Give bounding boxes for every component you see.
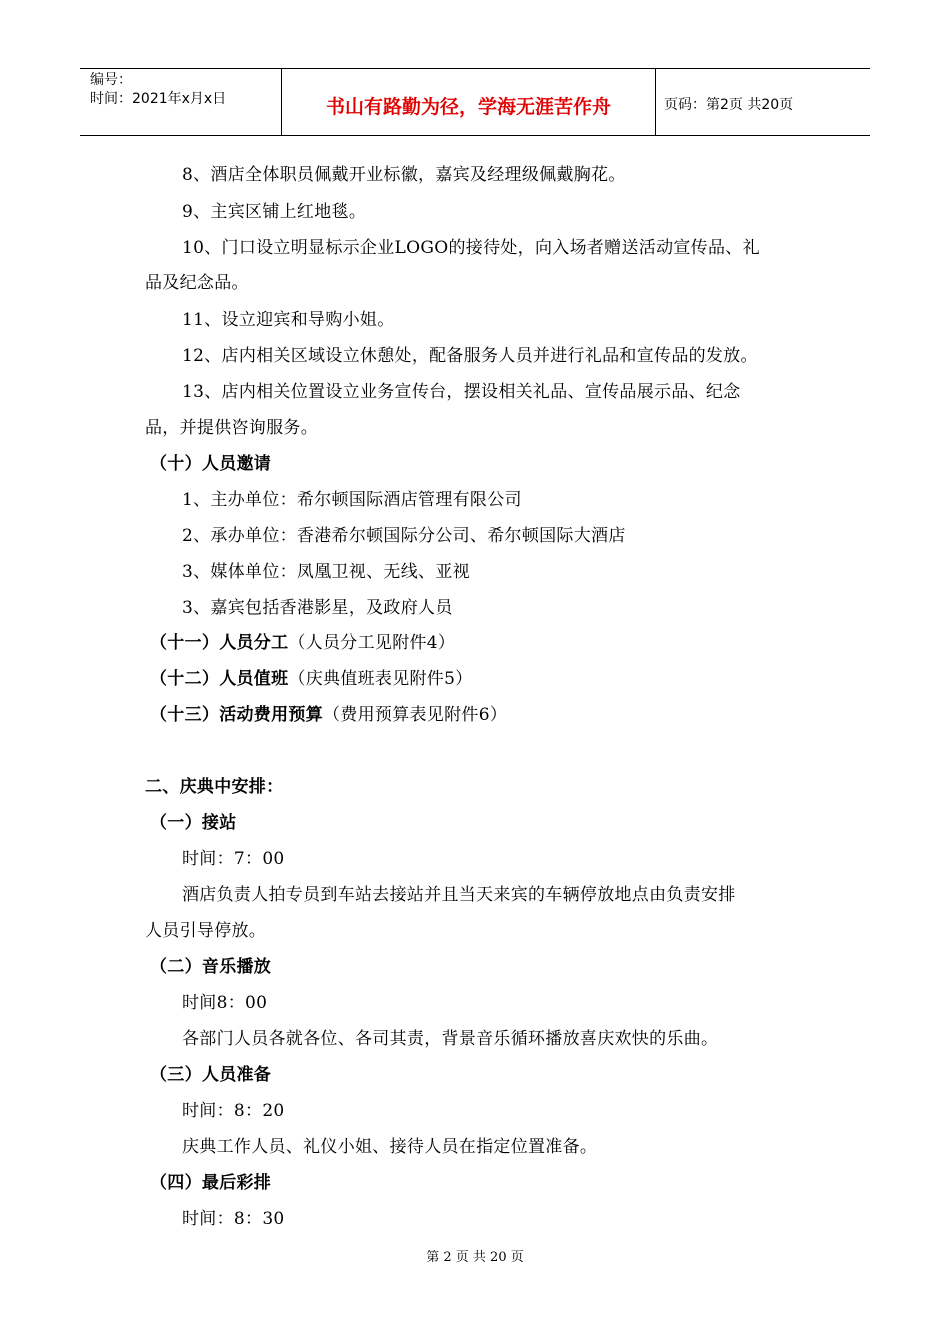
section-heading: （十）人员邀请 xyxy=(150,454,272,474)
paragraph-line: 10、门口设立明显标示企业LOGO的接待处，向入场者赠送活动宣传品、礼 xyxy=(182,238,760,258)
part-heading: 二、庆典中安排： xyxy=(145,777,284,797)
paragraph-line: 各部门人员各就各位、各司其责，背景音乐循环播放喜庆欢快的乐曲。 xyxy=(182,1029,719,1049)
section-heading-note: （人员分工见附件4） xyxy=(288,633,456,653)
section-heading: （三）人员准备 xyxy=(150,1065,272,1085)
section-heading-bold: （十一）人员分工 xyxy=(150,633,289,653)
paragraph-line: 3、媒体单位：凤凰卫视、无线、亚视 xyxy=(182,562,470,582)
header-meta xyxy=(80,69,282,135)
paragraph-line: 品及纪念品。 xyxy=(145,273,249,293)
paragraph-line: 庆典工作人员、礼仪小姐、接待人员在指定位置准备。 xyxy=(182,1137,598,1157)
section-heading: （二）音乐播放 xyxy=(150,957,272,977)
paragraph-line: 11、设立迎宾和导购小姐。 xyxy=(182,310,395,330)
paragraph-line: 品，并提供咨询服务。 xyxy=(145,418,318,438)
number-label: 编号： xyxy=(90,72,132,88)
paragraph-line: 9、主宾区铺上红地毯。 xyxy=(182,202,367,222)
document-header xyxy=(80,68,870,136)
page-footer: 第 2 页 共 20 页 xyxy=(426,1250,524,1265)
paragraph-line: 时间8：00 xyxy=(182,993,268,1013)
paragraph-line: 时间：8：30 xyxy=(182,1209,285,1229)
section-heading: （四）最后彩排 xyxy=(150,1173,272,1193)
section-heading xyxy=(150,700,507,725)
paragraph-line: 12、店内相关区域设立休憩处，配备服务人员并进行礼品和宣传品的发放。 xyxy=(182,346,758,366)
paragraph-line: 1、主办单位：希尔顿国际酒店管理有限公司 xyxy=(182,490,522,510)
paragraph-line: 2、承办单位：香港希尔顿国际分公司、希尔顿国际大酒店 xyxy=(182,526,626,546)
section-heading-bold: （十二）人员值班 xyxy=(150,669,289,689)
section-heading-bold: （十三）活动费用预算 xyxy=(150,705,323,725)
section-heading-note: （费用预算表见附件6） xyxy=(323,705,508,725)
time-label: 时间：2021年x月x日 xyxy=(90,91,227,107)
paragraph-line: 酒店负责人拍专员到车站去接站并且当天来宾的车辆停放地点由负责安排 xyxy=(182,885,736,905)
paragraph-line: 时间：8：20 xyxy=(182,1101,285,1121)
section-heading-note: （庆典值班表见附件5） xyxy=(288,669,473,689)
section-heading: （一）接站 xyxy=(150,813,237,833)
header-page-label: 页码：第2页 共20页 xyxy=(664,97,794,113)
paragraph-line: 时间：7：00 xyxy=(182,849,285,869)
section-heading xyxy=(150,664,473,689)
paragraph-line: 3、嘉宾包括香港影星，及政府人员 xyxy=(182,598,453,618)
paragraph-line: 人员引导停放。 xyxy=(145,921,267,941)
header-motto: 书山有路勤为径，学海无涯苦作舟 xyxy=(282,69,656,135)
paragraph-line: 13、店内相关位置设立业务宣传台，摆设相关礼品、宣传品展示品、纪念 xyxy=(182,382,741,402)
paragraph-line: 8、酒店全体职员佩戴开业标徽，嘉宾及经理级佩戴胸花。 xyxy=(182,165,626,185)
section-heading xyxy=(150,628,455,653)
